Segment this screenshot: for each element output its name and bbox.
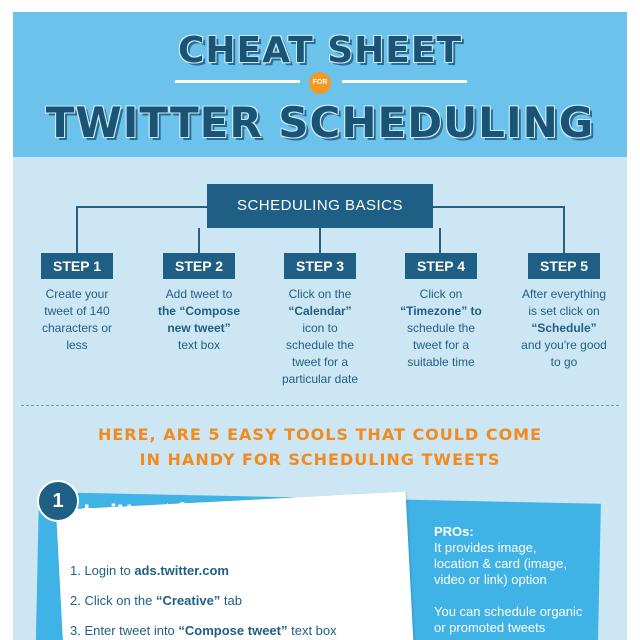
step-3-text: Click on the “Calendar” icon to schedule the tweet for a particular date: [281, 287, 359, 386]
tools-heading: HERE, ARE 5 EASY TOOLS THAT COULD COME IN HANDY FOR SCHEDULING TWEETS: [97, 425, 543, 469]
tool-number-badge: 1: [37, 480, 79, 522]
connector: [198, 228, 200, 253]
twitter-bird-icon: [165, 502, 191, 524]
step-5-label: STEP 5: [528, 253, 600, 279]
divider-right: [342, 80, 467, 83]
title-cheat-sheet: CHEAT SHEET: [177, 30, 463, 71]
tool-1-pros: PROs: It provides image, location & card (image, video or link) option You can schedule organic or promoted tweets: [434, 524, 583, 635]
for-badge: FOR: [309, 72, 331, 94]
step-5-text: After everything is set click on “Schedule” and you're good to go: [521, 287, 607, 369]
step-4-label: STEP 4: [405, 253, 477, 279]
connector: [76, 206, 207, 208]
dashed-divider: [21, 405, 619, 406]
connector: [76, 206, 78, 253]
connector: [319, 228, 321, 253]
tool-1-instruction: 1. Login to ads.twitter.com: [70, 563, 229, 578]
header-banner: [13, 12, 627, 157]
tool-1-instruction: 2. Click on the “Creative” tab: [70, 593, 242, 608]
step-3-label: STEP 3: [284, 253, 356, 279]
twitter-logo: twitter: [83, 500, 157, 524]
connector: [439, 228, 441, 253]
step-1-text: Create your tweet of 140 characters or less: [41, 287, 113, 352]
tool-1-instruction: 3. Enter tweet into “Compose tweet” text box: [70, 623, 337, 638]
step-2-label: STEP 2: [163, 253, 235, 279]
divider-left: [175, 80, 300, 83]
infographic: [13, 12, 627, 640]
connector: [433, 206, 564, 208]
step-4-text: Click on “Timezone” to schedule the tweet for a suitable time: [400, 287, 482, 369]
connector: [563, 206, 565, 253]
step-2-text: Add tweet to the “Compose new tweet” text box: [157, 287, 240, 352]
step-1-label: STEP 1: [41, 253, 113, 279]
title-twitter-scheduling: TWITTER SCHEDULING: [45, 98, 595, 147]
scheduling-basics-box: SCHEDULING BASICS: [207, 184, 433, 228]
